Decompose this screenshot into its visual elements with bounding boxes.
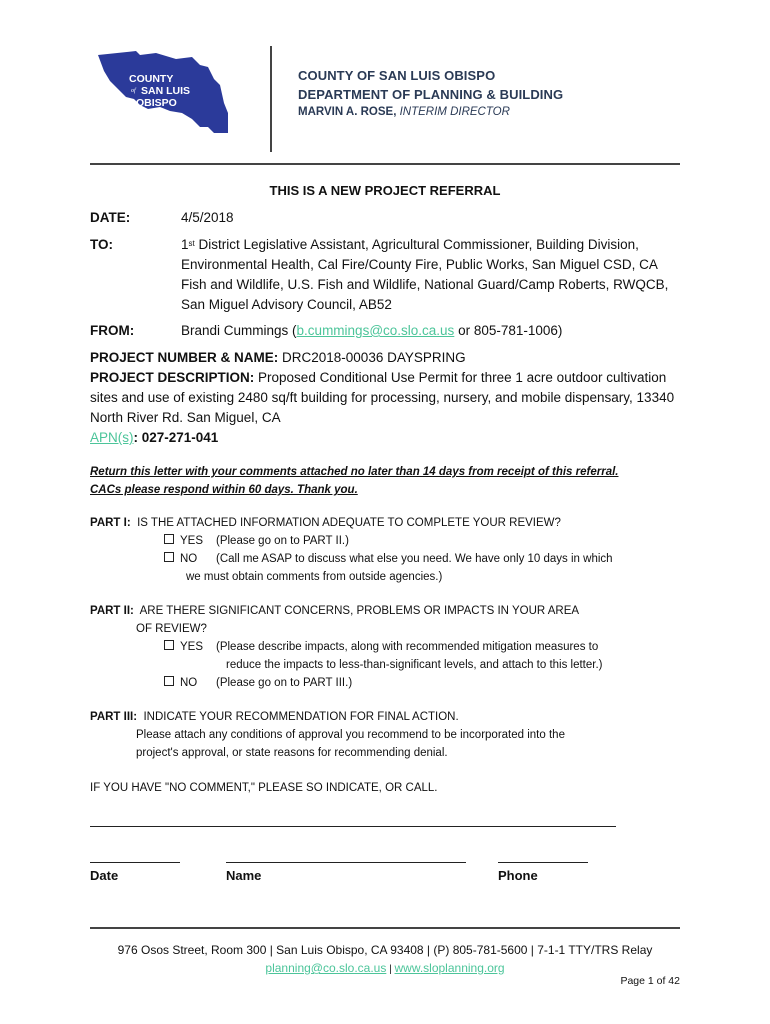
part2-question: ARE THERE SIGNIFICANT CONCERNS, PROBLEMS OR IMPACTS IN YOUR AREA: [139, 605, 580, 617]
return-notice: [90, 463, 680, 499]
header-divider: [270, 46, 272, 152]
logo-text-of: of: [131, 88, 136, 94]
return-notice-line2: CACs please respond within 60 days. Thank you.: [90, 484, 358, 496]
from-phone: or 805-781-1006): [454, 323, 563, 338]
project-number: [90, 348, 680, 368]
no-comment-line: IF YOU HAVE "NO COMMENT," PLEASE SO INDICATE, OR CALL.: [90, 782, 438, 794]
part1-no-label: NO: [180, 553, 198, 565]
project-number-label: PROJECT NUMBER & NAME:: [90, 350, 279, 365]
return-notice-line1: Return this letter with your comments attached no later than 14 days from receipt of this referral.: [90, 466, 619, 478]
project-description-value: Proposed Conditional Use Permit for three 1 acre outdoor cultivation sites and use of existing 2480 sq/ft building for processing, nursery, and mobile dispensary, 13340 North River Rd. San Miguel, CA: [90, 370, 675, 425]
part1-question: IS THE ATTACHED INFORMATION ADEQUATE TO COMPLETE YOUR REVIEW?: [137, 517, 561, 529]
project-description-label: PROJECT DESCRIPTION:: [90, 370, 255, 385]
part3-text1: Please attach any conditions of approval you recommend to be incorporated into the: [136, 729, 565, 741]
part2-no-label: NO: [180, 677, 198, 689]
part1-yes-option[interactable]: [164, 532, 349, 550]
comment-line[interactable]: [90, 826, 616, 827]
part1-no-option[interactable]: [164, 550, 613, 568]
director-title: INTERIM DIRECTOR: [399, 106, 510, 118]
part2-no-option[interactable]: [164, 674, 352, 692]
phone-signature-line[interactable]: [498, 862, 588, 863]
header-rule: [90, 163, 680, 165]
part2-yes-text: (Please describe impacts, along with recommended mitigation measures to: [216, 641, 599, 653]
logo-text-obispo: OBISPO: [136, 97, 177, 109]
director-line: [298, 106, 510, 118]
part3-label: PART III:: [90, 711, 138, 723]
logo-text-county: COUNTY: [129, 73, 174, 85]
part2-no-checkbox[interactable]: [164, 676, 174, 686]
from-email-link[interactable]: b.cummings@co.slo.ca.us: [296, 323, 455, 338]
to-label: TO:: [90, 237, 113, 252]
footer-links: [0, 961, 770, 975]
date-label: DATE:: [90, 210, 131, 225]
footer-separator: |: [386, 964, 395, 975]
part1-no-text: (Call me ASAP to discuss what else you need. We have only 10 days in which: [216, 553, 613, 565]
part2-question-cont: OF REVIEW?: [136, 623, 207, 635]
from-label: FROM:: [90, 323, 135, 338]
part2-no-text: (Please go on to PART III.): [216, 677, 353, 689]
part1-label: PART I:: [90, 517, 131, 529]
page-title: THIS IS A NEW PROJECT REFERRAL: [269, 183, 501, 198]
county-name: COUNTY OF SAN LUIS OBISPO: [298, 68, 496, 83]
county-logo: [96, 49, 230, 135]
date-signature-label: Date: [90, 868, 119, 883]
department-name: DEPARTMENT OF PLANNING & BUILDING: [298, 87, 564, 102]
part2-label: PART II:: [90, 605, 134, 617]
to-recipients: District Legislative Assistant, Agricultural Commissioner, Building Division, Environmental Health, Cal Fire/County Fire, Public Works, San Miguel CSD, CA Fish and Wildlife, U.S. Fish and Wildlife, National Guard/Camp Roberts, RWQCB, San Miguel Advisory Council, AB52: [181, 237, 669, 312]
part3-question: INDICATE YOUR RECOMMENDATION FOR FINAL ACTION.: [143, 711, 459, 723]
part1-no-text-cont: we must obtain comments from outside agencies.): [186, 571, 443, 583]
part2-yes-text-cont: reduce the impacts to less-than-significant levels, and attach to this letter.): [226, 659, 603, 671]
part1-yes-checkbox[interactable]: [164, 534, 174, 544]
part1-yes-label: YES: [180, 535, 204, 547]
project-number-value: DRC2018-00036 DAYSPRING: [278, 350, 466, 365]
footer-email-link[interactable]: planning@co.slo.ca.us: [265, 961, 387, 975]
from-name: Brandi Cummings (: [181, 323, 297, 338]
part1-yes-text: (Please go on to PART II.): [216, 535, 349, 547]
director-name: MARVIN A. ROSE,: [298, 106, 397, 118]
apn-value: : 027-271-041: [133, 430, 219, 445]
part2-heading: [90, 602, 579, 620]
to-value: [181, 235, 681, 315]
footer-rule: [90, 927, 680, 929]
phone-signature-label: Phone: [498, 868, 538, 883]
part2-yes-label: YES: [180, 641, 204, 653]
name-signature-label: Name: [226, 868, 262, 883]
date-value: 4/5/2018: [181, 210, 234, 225]
part3-heading: [90, 708, 459, 726]
from-value: [181, 321, 562, 341]
page-number: Page 1 of 42: [620, 975, 680, 987]
part1-heading: [90, 514, 561, 532]
project-description: [90, 368, 680, 448]
part2-yes-checkbox[interactable]: [164, 640, 174, 650]
name-signature-line[interactable]: [226, 862, 466, 863]
apn-link[interactable]: APN(s): [90, 430, 134, 445]
footer-address: 976 Osos Street, Room 300 | San Luis Obispo, CA 93408 | (P) 805-781-5600 | 7-1-1 TTY/TRS Relay: [117, 943, 653, 957]
part3-text2: project's approval, or state reasons for recommending denial.: [136, 747, 448, 759]
to-ordinal: 1: [181, 237, 189, 252]
to-ordinal-suffix: st: [188, 239, 195, 248]
part1-no-checkbox[interactable]: [164, 552, 174, 562]
date-signature-line[interactable]: [90, 862, 180, 863]
footer-website-link[interactable]: www.sloplanning.org: [394, 961, 505, 975]
part2-yes-option[interactable]: [164, 638, 598, 656]
logo-text-san-luis: SAN LUIS: [141, 85, 191, 97]
